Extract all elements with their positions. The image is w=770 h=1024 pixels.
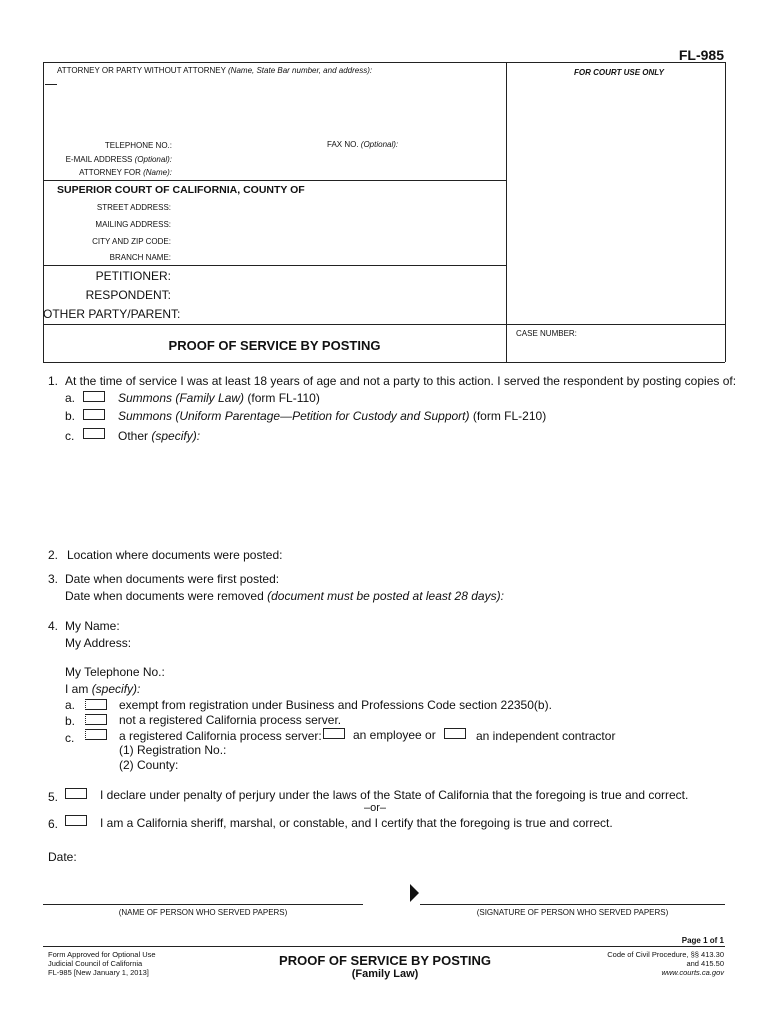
item6-number: 6. — [48, 817, 59, 831]
respondent-label: RESPONDENT: — [85, 288, 171, 302]
item1-text: At the time of service I was at least 18 years of age and not a party to this action. I served the respondent by posting copies of: — [65, 374, 737, 388]
item1a-checkbox[interactable] — [83, 391, 105, 402]
footer-subtitle: (Family Law) — [351, 968, 419, 980]
item3-first-posted: Date when documents were first posted: — [65, 572, 280, 586]
petitioner-label: PETITIONER: — [95, 269, 171, 283]
contractor-checkbox[interactable] — [444, 728, 466, 739]
item4b-text: not a registered California process server. — [119, 713, 342, 727]
signature-caption: (SIGNATURE OF PERSON WHO SERVED PAPERS) — [476, 908, 669, 917]
caption-right-border — [725, 62, 726, 362]
contractor-text: an independent contractor — [476, 729, 616, 743]
city-zip-label: CITY AND ZIP CODE: — [92, 237, 171, 246]
page-indicator: Page 1 of 1 — [681, 936, 724, 945]
item4-number: 4. — [48, 619, 59, 633]
my-name-label: My Name: — [65, 619, 120, 633]
item4c-text: a registered California process server: — [119, 729, 322, 743]
parties-section-divider — [43, 324, 725, 325]
item1a-letter: a. — [65, 391, 76, 405]
attorney-for-label: ATTORNEY FOR (Name): — [79, 168, 172, 177]
caption-divider — [506, 62, 507, 362]
county-label: (2) County: — [119, 758, 179, 772]
mailing-address-label: MAILING ADDRESS: — [95, 220, 171, 229]
date-label: Date: — [48, 850, 77, 864]
item1a-text: Summons (Family Law) (form FL-110) — [118, 391, 320, 405]
employee-text: an employee or — [353, 728, 436, 742]
item4b-checkbox[interactable] — [85, 714, 107, 725]
item1b-checkbox[interactable] — [83, 409, 105, 420]
item6-text: I am a California sheriff, marshal, or constable, and I certify that the foregoing is true and correct. — [100, 816, 613, 830]
attorney-label: ATTORNEY OR PARTY WITHOUT ATTORNEY (Name, State Bar number, and address): — [57, 66, 373, 75]
case-number-label: CASE NUMBER: — [516, 329, 577, 338]
item1c-letter: c. — [65, 429, 75, 443]
footer-right: Code of Civil Procedure, §§ 413.30 and 415.50 www.courts.ca.gov — [607, 950, 724, 977]
court-title: SUPERIOR COURT OF CALIFORNIA, COUNTY OF — [57, 184, 305, 196]
fax-label: FAX NO. (Optional): — [327, 140, 399, 149]
item2-text: Location where documents were posted: — [67, 548, 283, 562]
form-number: FL-985 — [678, 47, 724, 63]
item3-removed: Date when documents were removed (document must be posted at least 28 days): — [65, 589, 504, 603]
or-separator: –or– — [364, 802, 387, 814]
item1b-text: Summons (Uniform Parentage—Petition for Custody and Support) (form FL-210) — [118, 409, 547, 423]
my-telephone-label: My Telephone No.: — [65, 665, 165, 679]
my-address-label: My Address: — [65, 636, 132, 650]
signature-field-line[interactable] — [420, 904, 725, 905]
branch-name-label: BRANCH NAME: — [109, 253, 171, 262]
item1c-checkbox[interactable] — [83, 428, 105, 439]
employee-checkbox[interactable] — [323, 728, 345, 739]
footer-rule — [43, 946, 725, 947]
telephone-label: TELEPHONE NO.: — [104, 141, 172, 150]
registration-number-label: (1) Registration No.: — [119, 743, 227, 757]
item4a-text: exempt from registration under Business and Professions Code section 22350(b). — [119, 698, 552, 712]
other-party-label: OTHER PARTY/PARENT: — [43, 307, 181, 321]
email-label: E-MAIL ADDRESS (Optional): — [65, 155, 172, 164]
item5-text: I declare under penalty of perjury under the laws of the State of California that the foregoing is true and correct. — [100, 788, 689, 802]
court-use-label: FOR COURT USE ONLY — [574, 68, 664, 77]
item5-checkbox[interactable] — [65, 788, 87, 799]
attorney-entry-dash — [45, 84, 57, 85]
signature-arrow-icon — [410, 884, 419, 902]
name-caption: (NAME OF PERSON WHO SERVED PAPERS) — [118, 908, 288, 917]
street-address-label: STREET ADDRESS: — [96, 203, 171, 212]
item4c-checkbox[interactable] — [85, 729, 107, 740]
attorney-section-divider — [43, 180, 506, 181]
item1c-text: Other (specify): — [118, 429, 201, 443]
name-field-line[interactable] — [43, 904, 363, 905]
caption-top-border — [43, 62, 725, 63]
item5-number: 5. — [48, 790, 59, 804]
item3-number: 3. — [48, 572, 59, 586]
item4a-letter: a. — [65, 698, 76, 712]
footer-left: Form Approved for Optional Use Judicial Council of California FL-985 [New January 1, 2013] — [48, 950, 156, 977]
footer-title: PROOF OF SERVICE BY POSTING — [279, 953, 491, 968]
court-section-divider — [43, 265, 506, 266]
item4c-letter: c. — [65, 731, 75, 745]
caption-bottom-border — [43, 362, 725, 363]
item1-number: 1. — [48, 374, 59, 388]
item4a-checkbox[interactable] — [85, 699, 107, 710]
item2-number: 2. — [48, 548, 59, 562]
item4b-letter: b. — [65, 714, 76, 728]
form-title: PROOF OF SERVICE BY POSTING — [168, 338, 381, 353]
item1b-letter: b. — [65, 409, 76, 423]
item6-checkbox[interactable] — [65, 815, 87, 826]
i-am-label: I am (specify): — [65, 682, 141, 696]
